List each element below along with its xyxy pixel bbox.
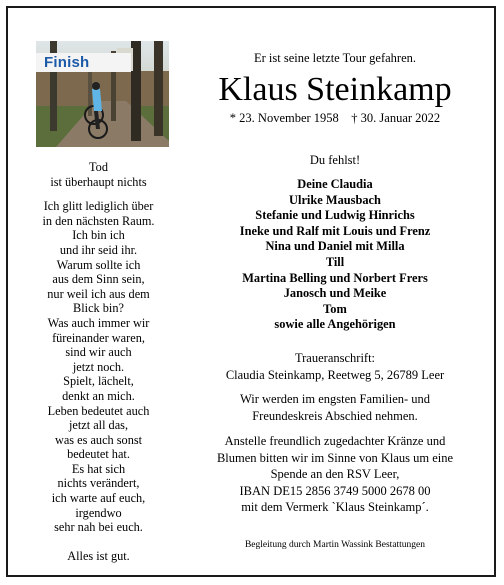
poem-line: in den nächsten Raum. [42, 213, 155, 228]
donation-line: Spende an den RSV Leer, [270, 467, 400, 482]
family-member: Tom [323, 301, 347, 316]
poem-line: Leben bedeutet auch [47, 403, 150, 418]
mourning-address [195, 350, 475, 383]
undertaker-credit: Begleitung durch Martin Wassink Bestattungen [244, 540, 426, 550]
poem-line: ist überhaupt nichts [50, 174, 147, 189]
donation-line: Blumen bitten wir im Sinne von Klaus um eine [216, 450, 454, 465]
life-dates: * 23. November 1958 † 30. Januar 2022 [229, 111, 441, 125]
poem-line: bedeutet hat. [67, 447, 130, 462]
family-member: Janosch und Meike [283, 286, 387, 301]
poem-line: Tod [89, 160, 108, 174]
poem-line: nichts verändert, [57, 476, 140, 491]
poem [36, 160, 161, 563]
donation-line: Anstelle freundlich zugedachter Kränze und [224, 434, 446, 448]
address-label: Traueranschrift: [294, 351, 376, 365]
poem-line: sehr nah bei euch. [54, 520, 143, 535]
poem-line: aus dem Sinn sein, [52, 272, 145, 287]
deceased-name: Klaus Steinkamp [218, 71, 452, 108]
poem-closing: Alles ist gut. [67, 548, 130, 563]
poem-line: nur weil ich aus dem [47, 286, 150, 301]
tagline: Er ist seine letzte Tour gefahren. [253, 51, 417, 65]
donation-note [195, 433, 475, 516]
poem-line: Blick bin? [73, 301, 124, 316]
poem-line: und ihr seid ihr. [59, 242, 138, 257]
poem-line: irgendwo [75, 505, 122, 520]
family-member: Stefanie und Ludwig Hinrichs [255, 208, 415, 223]
family-member: Till [325, 254, 345, 269]
poem-line: füreinander waren, [52, 330, 145, 345]
poem-line: jetzt noch. [72, 359, 125, 374]
poem-line: Was auch immer wir [47, 315, 150, 330]
poem-line: was es auch sonst [54, 432, 143, 447]
poem-line: jetzt all das, [68, 418, 129, 433]
finish-banner-text: Finish [44, 54, 90, 71]
funeral-note [195, 391, 475, 424]
family-member: Martina Belling und Norbert Frers [242, 270, 428, 285]
poem-line: denkt an mich. [62, 388, 135, 403]
poem-line: Es hat sich [71, 461, 126, 476]
poem-line: Warum sollte ich [56, 257, 141, 272]
family-member: Nina und Daniel mit Milla [265, 239, 405, 254]
family-member: Ineke und Ralf mit Louis und Frenz [239, 223, 431, 238]
address-text: Claudia Steinkamp, Reetweg 5, 26789 Leer [225, 367, 445, 382]
family-member: sowie alle Angehörigen [274, 317, 396, 332]
family-member: Deine Claudia [297, 177, 373, 191]
poem-line: Ich glitt lediglich über [43, 199, 154, 214]
donation-line: mit dem Vermerk `Klaus Steinkamp´. [241, 500, 429, 515]
poem-line: Ich bin ich [72, 228, 125, 243]
finish-banner [36, 53, 131, 72]
poem-stanza-1 [36, 160, 161, 189]
poem-line: Spielt, lächelt, [63, 374, 134, 389]
poem-line: sind wir auch [65, 345, 132, 360]
missed-line: Du fehlst! [309, 153, 361, 167]
family-member: Ulrike Mausbach [289, 192, 381, 207]
poem-stanza-2 [36, 199, 161, 535]
cyclist-photo [36, 41, 169, 147]
family-list [195, 177, 475, 333]
donation-line: IBAN DE15 2856 3749 5000 2678 00 [239, 483, 431, 498]
funeral-line: Freundeskreis Abschied nehmen. [252, 408, 418, 423]
funeral-line: Wir werden im engsten Familien- und [239, 392, 431, 406]
poem-line: ich warte auf euch, [51, 491, 146, 506]
